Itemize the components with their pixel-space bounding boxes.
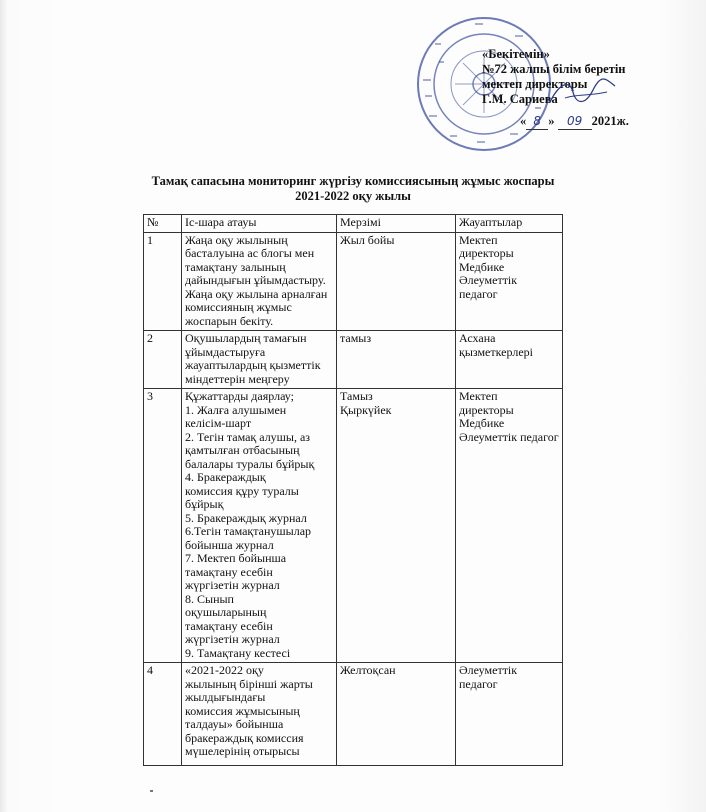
activity-line: 9. Тамақтану кестесі [185, 645, 291, 660]
date-month: 09 [566, 114, 583, 128]
row-term [337, 663, 456, 766]
table-header-row [144, 215, 563, 233]
activity-line: тамақтану залының [185, 259, 286, 274]
header-number: № [144, 215, 182, 233]
header-responsible: Жауаптылар [456, 215, 563, 233]
responsible-line: қызметкерлері [459, 344, 533, 359]
document-title: Тамақ сапасына мониторинг жүргізу комиссиясының жұмыс жоспары [151, 174, 555, 188]
row-responsible [456, 663, 563, 766]
activity-line: 1. Жалға алушымен [185, 402, 287, 417]
activity-line: жоспарын бекіту. [185, 313, 274, 328]
activity-line: жүргізетін журнал [185, 578, 280, 592]
approval-director-name: Г.М. Сариева [482, 92, 558, 106]
row-term [337, 389, 456, 663]
activity-line: қамтылған отбасының [185, 443, 300, 457]
term-line: Жыл бойы [340, 232, 395, 247]
responsible-line: Әлеуметтік [459, 663, 518, 677]
activity-line: тамақтану есебін [185, 618, 273, 633]
activity-line: жауаптылардың қызметтік [185, 358, 321, 372]
header-activity: Іс-шара атауы [182, 215, 337, 233]
row-activity [182, 232, 337, 331]
table-row [144, 389, 563, 663]
term-line: тамыз [340, 331, 372, 345]
activity-line: 2. Тегін тамақ алушы, аз [185, 429, 311, 444]
signature-icon [545, 72, 620, 112]
activity-line: 8. Сынып [185, 591, 234, 606]
table-row [144, 663, 563, 766]
row-term [337, 232, 456, 331]
activity-line: басталуына ас блогы мен [185, 246, 315, 260]
activity-line: 4. Бракераждық [185, 470, 266, 484]
header-term: Мерзімі [337, 215, 456, 233]
activity-line: комиссия жұмысының [185, 703, 300, 718]
responsible-line: педагог [459, 286, 498, 301]
activity-line: 7. Мектеп бойынша [185, 551, 287, 565]
plan-table [143, 214, 563, 766]
responsible-line: директоры [459, 246, 514, 260]
approval-heading: «Бекітемін» [482, 47, 550, 61]
row-responsible [456, 232, 563, 331]
row-number: 3 [144, 389, 182, 663]
activity-line: талдауы» бойынша [185, 717, 284, 731]
activity-line: тамақтану есебін [185, 564, 273, 579]
approval-position: мектеп директоры [482, 77, 588, 91]
activity-line: жылдығындағы [185, 690, 266, 704]
date-quote-close: » [548, 114, 555, 128]
activity-line: бракераждық комиссия [185, 730, 304, 745]
table-row [144, 331, 563, 389]
activity-line: «2021-2022 оқу [185, 663, 264, 677]
activity-line: Құжаттарды даярлау; [185, 389, 294, 403]
activity-line: міндеттерін меңгеру [185, 371, 290, 386]
date-day: 8 [533, 114, 542, 128]
responsible-line: Әлеуметтік [459, 273, 518, 287]
row-activity [182, 389, 337, 663]
activity-line: комиссияның жұмыс [185, 300, 292, 314]
approval-date [520, 114, 629, 130]
row-activity [182, 331, 337, 389]
activity-line: бойынша журнал [185, 537, 274, 552]
activity-line: Жаңа оқу жылының [185, 232, 288, 247]
activity-line: жылының бірінші жарты [185, 676, 313, 691]
activity-line: 5. Бракераждық журнал [185, 510, 307, 525]
term-line: Тамыз [340, 389, 373, 403]
term-line: Қыркүйек [340, 402, 392, 417]
row-responsible [456, 389, 563, 663]
activity-line: дайындығын ұйымдастыру. [185, 273, 326, 287]
responsible-line: директоры [459, 402, 514, 417]
activity-line: комиссия құру туралы [185, 483, 299, 498]
activity-line: келісім-шарт [185, 416, 252, 430]
row-number: 2 [144, 331, 182, 389]
row-responsible [456, 331, 563, 389]
responsible-line: Медбике [459, 259, 505, 274]
row-number: 1 [144, 232, 182, 331]
term-line: Желтоқсан [340, 663, 396, 677]
activity-line: 6.Тегін тамақтанушылар [185, 524, 312, 538]
date-quote-open: « [520, 114, 527, 128]
row-activity [182, 663, 337, 766]
date-year: 2021ж. [591, 114, 629, 128]
activity-line: ұйымдастыруға [185, 344, 266, 359]
document-subtitle: 2021-2022 оқу жылы [295, 189, 411, 203]
responsible-line: Мектеп [459, 389, 498, 403]
activity-line: балалары туралы бұйрық [185, 456, 315, 471]
responsible-line: Мектеп [459, 232, 498, 247]
approval-school: №72 жалпы білім беретін [482, 62, 626, 76]
responsible-line: Асхана [459, 331, 496, 345]
responsible-line: Әлеуметтік педагог [459, 429, 559, 444]
activity-line: бұйрық [185, 497, 224, 511]
activity-line: Оқушылардың тамағын [185, 331, 307, 345]
activity-line: жүргізетін журнал [185, 632, 280, 646]
responsible-line: Медбике [459, 416, 505, 430]
row-number: 4 [144, 663, 182, 766]
activity-line: оқушыларының [185, 605, 267, 619]
scan-mark [150, 790, 153, 792]
responsible-line: педагог [459, 676, 498, 691]
activity-line: Жаңа оқу жылына арналған [185, 286, 328, 301]
activity-line: мүшелерінің отырысы [185, 744, 300, 758]
row-term [337, 331, 456, 389]
table-row [144, 232, 563, 331]
